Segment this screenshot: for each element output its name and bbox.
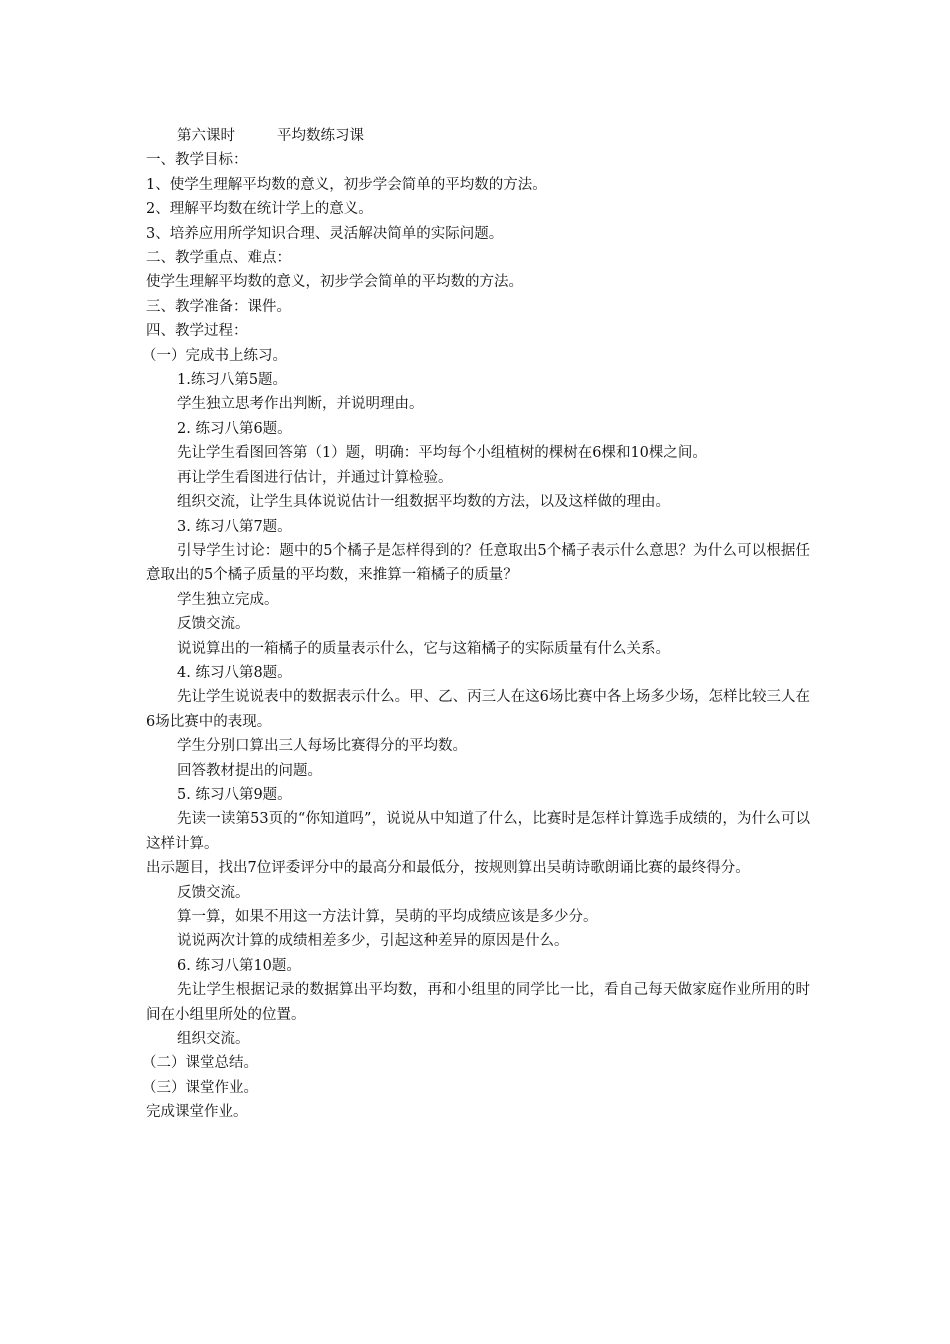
process-heading: 四、教学过程： <box>146 323 248 340</box>
exercise-text: 反馈交流。 <box>177 884 250 901</box>
exercise-text: 学生独立完成。 <box>177 591 279 608</box>
goal-item: 1、使学生理解平均数的意义，初步学会简单的平均数的方法。 <box>146 176 547 193</box>
exercise-text: 组织交流，让学生具体说说估计一组数据平均数的方法，以及这样做的理由。 <box>177 494 670 511</box>
key-heading: 二、教学重点、难点： <box>146 250 291 267</box>
exercise-text: 反馈交流。 <box>177 616 250 633</box>
exercise-text: 回答教材提出的问题。 <box>177 762 322 779</box>
goal-item: 3、培养应用所学知识合理、灵活解决简单的实际问题。 <box>146 225 504 242</box>
exercise-text: 算一算，如果不用这一方法计算，吴萌的平均成绩应该是多少分。 <box>177 909 598 925</box>
exercise-text: 学生独立思考作出判断，并说明理由。 <box>177 396 424 413</box>
exercise-title: 3. 练习八第7题。 <box>177 518 292 535</box>
exercise-text: 学生分别口算出三人每场比赛得分的平均数。 <box>177 738 467 755</box>
exercise-text: 说说两次计算的成绩相差多少，引起这种差异的原因是什么。 <box>177 933 569 950</box>
part2-heading: （二）课堂总结。 <box>142 1055 258 1072</box>
exercise-text: 组织交流。 <box>177 1031 250 1048</box>
exercise-paragraph: 先让学生根据记录的数据算出平均数，再和小组里的同学比一比，看自己每天做家庭作业所用的时间在小组里所处的位置。 <box>146 982 810 1023</box>
prep-line: 三、教学准备：课件。 <box>146 298 291 315</box>
exercise-paragraph: 先让学生说说表中的数据表示什么。甲、乙、丙三人在这6场比赛中各上场多少场，怎样比较三人在6场比赛中的表现。 <box>146 689 810 730</box>
exercise-title: 4. 练习八第8题。 <box>177 664 292 681</box>
goal-item: 2、理解平均数在统计学上的意义。 <box>146 201 373 218</box>
lesson-title <box>146 124 810 148</box>
goals-heading: 一、教学目标： <box>146 152 248 169</box>
document-page <box>142 124 810 1125</box>
homework-text: 完成课堂作业。 <box>146 1104 248 1121</box>
lesson-number: 第六课时 <box>177 128 235 144</box>
part1-heading: （一）完成书上练习。 <box>142 347 287 364</box>
exercise-text: 先让学生看图回答第（1）题，明确：平均每个小组植树的棵树在6棵和10棵之间。 <box>177 445 707 462</box>
exercise-paragraph: 出示题目，找出7位评委评分中的最高分和最低分，按规则算出吴萌诗歌朗诵比赛的最终得分。 <box>146 860 750 877</box>
exercise-text: 说说算出的一箱橘子的质量表示什么，它与这箱橘子的实际质量有什么关系。 <box>177 640 670 657</box>
exercise-paragraph: 先读一读第53页的“你知道吗”，说说从中知道了什么，比赛时是怎样计算选手成绩的，为什么可以这样计算。 <box>146 811 810 852</box>
exercise-title: 2. 练习八第6题。 <box>177 420 292 437</box>
exercise-title: 6. 练习八第10题。 <box>177 957 301 974</box>
exercise-text: 再让学生看图进行估计，并通过计算检验。 <box>177 469 453 486</box>
exercise-title: 1.练习八第5题。 <box>177 372 288 389</box>
exercise-title: 5. 练习八第9题。 <box>177 786 292 803</box>
key-text: 使学生理解平均数的意义，初步学会简单的平均数的方法。 <box>146 274 523 291</box>
part3-heading: （三）课堂作业。 <box>142 1079 258 1096</box>
exercise-paragraph: 引导学生讨论：题中的5个橘子是怎样得到的？任意取出5个橘子表示什么意思？为什么可以根据任意取出的5个橘子质量的平均数，来推算一箱橘子的质量？ <box>146 542 810 584</box>
lesson-topic: 平均数练习课 <box>277 128 364 144</box>
